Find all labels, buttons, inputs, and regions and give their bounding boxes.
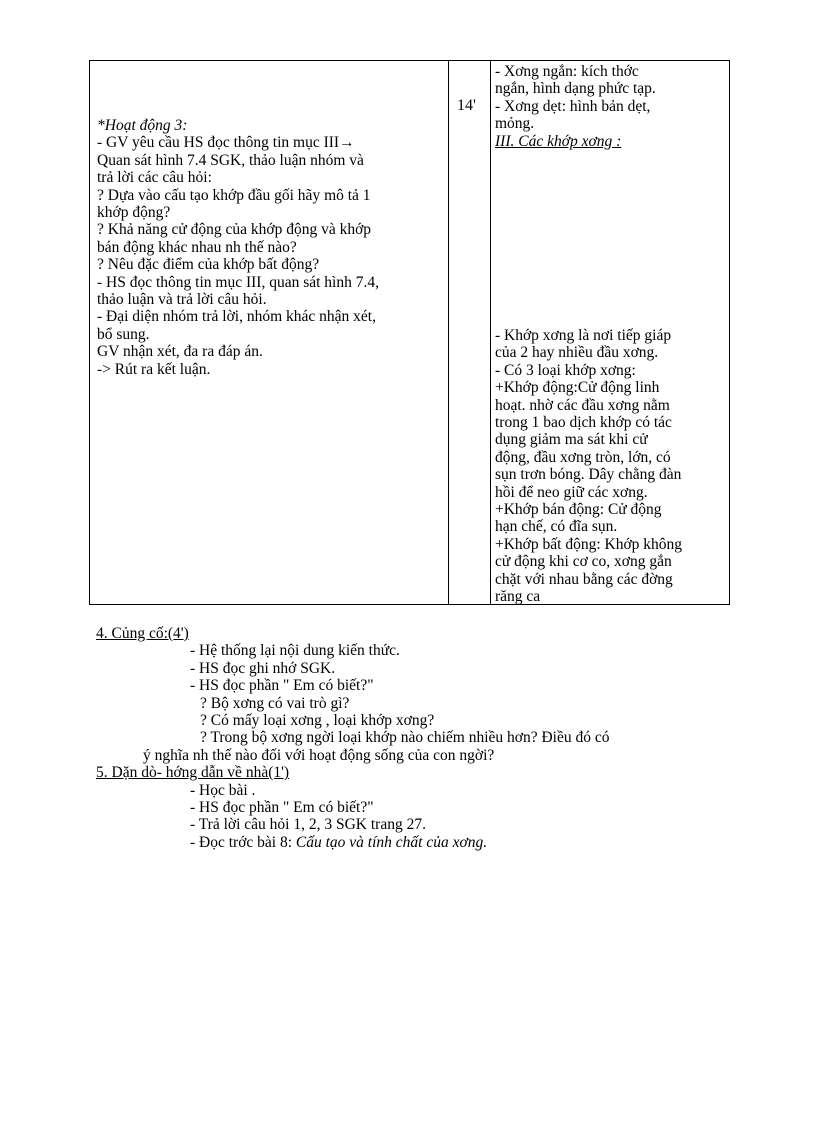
activity-line: - HS đọc thông tin mục III, quan sát hình 7.4, — [97, 273, 379, 291]
activity-title: *Hoạt động 3: — [97, 117, 188, 134]
content-line: - Xơng dẹt: hình bản dẹt, — [495, 97, 651, 115]
content-line: hoạt. nhờ các đầu xơng nằm — [495, 396, 670, 414]
time-cell — [449, 61, 491, 605]
activity-line: Quan sát hình 7.4 SGK, thảo luận nhóm và — [97, 151, 364, 169]
content-line: trong 1 bao dịch khớp có tác — [495, 414, 672, 432]
activity-line: - Đại diện nhóm trả lời, nhóm khác nhận xét, — [97, 308, 376, 326]
content-line: sụn trơn bóng. Dây chằng đàn — [495, 466, 682, 484]
homework-item: - Trả lời câu hỏi 1, 2, 3 SGK trang 27. — [190, 816, 426, 834]
homework-item-prefix: - Đọc trớc bài 8: — [190, 833, 296, 851]
closing-sections — [96, 625, 736, 851]
consolidation-question-continued: ý nghĩa nh thế nào đối với hoạt động sống của con ngời? — [143, 746, 495, 764]
consolidation-item: - HS đọc ghi nhớ SGK. — [190, 659, 336, 677]
consolidation-item: - HS đọc phần " Em có biết?" — [190, 677, 374, 695]
content-line: hồi để neo giữ các xơng. — [495, 483, 648, 501]
consolidation-question: ? Trong bộ xơng ngời loại khớp nào chiếm nhiều hơn? Điều đó có — [200, 729, 610, 747]
content-line: - Khớp xơng là nơi tiếp giáp — [495, 327, 672, 344]
homework-item: - HS đọc phần " Em có biết?" — [190, 799, 374, 817]
consolidation-item: - Hệ thống lại nội dung kiến thức. — [190, 642, 400, 660]
duration-label: 14' — [457, 97, 476, 114]
content-line: ngắn, hình dạng phức tạp. — [495, 80, 656, 98]
homework-item: - Học bài . — [190, 781, 256, 799]
content-line: - Xơng ngắn: kích thớc — [495, 63, 639, 80]
homework-title: 5. Dặn dò- hớng dẫn về nhà(1') — [96, 764, 290, 782]
content-line: của 2 hay nhiều đầu xơng. — [495, 344, 659, 362]
content-line: +Khớp động:Cử động linh — [495, 379, 660, 397]
activity-line: ? Khả năng cử động của khớp động và khớp — [97, 221, 372, 239]
activity-line: ? Nêu đặc điểm của khớp bất động? — [97, 256, 320, 274]
consolidation-title: 4. Củng cố:(4') — [96, 625, 189, 642]
activity-line: bổ sung. — [97, 325, 150, 343]
content-line: hạn chế, có đĩa sụn. — [495, 518, 618, 536]
activity-line: -> Rút ra kết luận. — [97, 360, 211, 378]
activity-line: ? Dựa vào cấu tạo khớp đầu gối hãy mô tả 1 — [97, 186, 371, 204]
activity-line: - GV yêu cầu HS đọc thông tin mục III→ — [97, 134, 355, 152]
content-line: cử động khi cơ co, xơng gắn — [495, 553, 672, 571]
content-line: động, đầu xơng tròn, lớn, có — [495, 448, 671, 466]
content-line: chặt với nhau bằng các đờng — [495, 570, 673, 588]
content-line: răng ca — [495, 588, 541, 606]
table-row — [90, 61, 730, 605]
activity-line: trả lời các câu hỏi: — [97, 169, 212, 187]
consolidation-question: ? Bộ xơng có vai trò gì? — [200, 694, 350, 712]
activity-line: khớp động? — [97, 204, 171, 222]
content-line: mỏng. — [495, 115, 535, 133]
consolidation-question: ? Có mấy loại xơng , loại khớp xơng? — [200, 712, 435, 730]
content-cell — [491, 61, 730, 605]
activity-cell — [90, 61, 449, 605]
content-line: +Khớp bất động: Khớp không — [495, 535, 683, 553]
content-line: +Khớp bán động: Cử động — [495, 501, 662, 519]
content-line: dụng giảm ma sát khi cử — [495, 431, 648, 449]
content-line: - Có 3 loại khớp xơng: — [495, 361, 636, 379]
activity-line: thảo luận và trả lời câu hỏi. — [97, 291, 267, 309]
next-lesson-title: Cấu tạo và tính chất của xơng. — [295, 833, 488, 851]
homework-item — [96, 834, 736, 851]
lesson-table — [89, 60, 730, 605]
activity-line: bán động khác nhau nh thế nào? — [97, 238, 297, 256]
activity-line: GV nhận xét, đa ra đáp án. — [97, 343, 263, 361]
section-heading: III. Các khớp xơng : — [495, 132, 622, 150]
